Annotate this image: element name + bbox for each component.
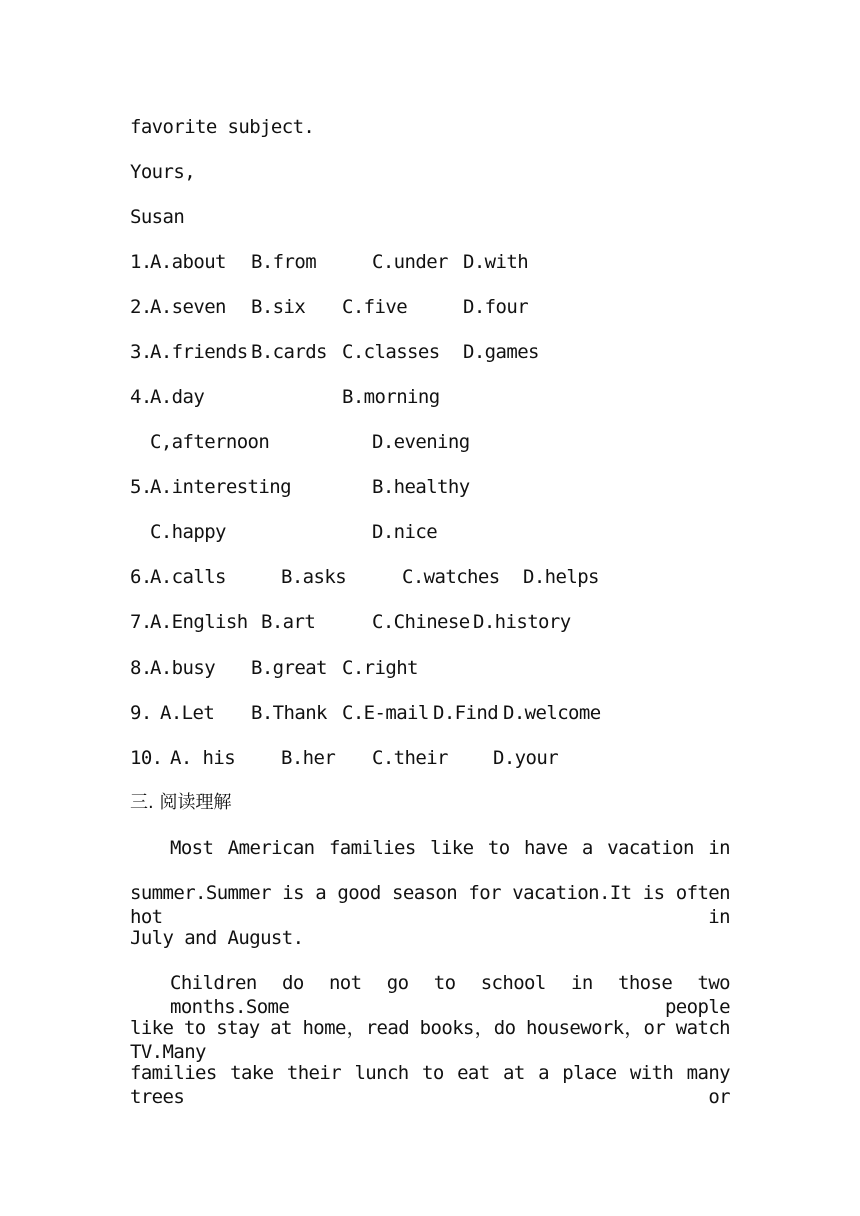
- option-a: A.calls: [150, 566, 226, 588]
- option-c: C.happy: [150, 521, 226, 543]
- option-c: C.Chinese: [372, 611, 470, 633]
- option-c: C,afternoon: [150, 431, 270, 453]
- option-d: D.history: [473, 611, 571, 633]
- option-a: A.busy: [150, 657, 216, 679]
- option-c: C.E-mail: [342, 702, 429, 724]
- passage-line: Most American families like to have a vacation in: [170, 837, 730, 859]
- passage-line: like to stay at home，read books，do housework，or watch TV.Many: [130, 1017, 730, 1063]
- question-number: 9.: [130, 702, 152, 724]
- question-number: 5.: [130, 476, 152, 498]
- option-b: B.Thank: [251, 702, 327, 724]
- option-c: C.their: [372, 747, 448, 769]
- question-number: 4.: [130, 386, 152, 408]
- option-c: C.five: [342, 296, 408, 318]
- option-c: C.classes: [342, 341, 440, 363]
- option-b: B.six: [251, 296, 306, 318]
- option-a: A.Let: [160, 702, 215, 724]
- option-b: B.art: [261, 611, 316, 633]
- option-e: D.welcome: [503, 702, 601, 724]
- option-b: B.cards: [251, 341, 327, 363]
- option-b: B.from: [251, 251, 317, 273]
- option-b: B.healthy: [372, 476, 470, 498]
- option-d: D.games: [463, 341, 539, 363]
- option-a: A.English: [150, 611, 248, 633]
- option-a: A.friends: [150, 341, 248, 363]
- option-a: A.day: [150, 386, 205, 408]
- option-d: D.your: [493, 747, 559, 769]
- option-c: C.under: [372, 251, 448, 273]
- question-number: 8.: [130, 657, 152, 679]
- option-b: B.her: [281, 747, 336, 769]
- question-number: 7.: [130, 611, 152, 633]
- passage-line: Children do not go to school in those two months.Some people: [170, 972, 730, 1018]
- question-number: 6.: [130, 566, 152, 588]
- question-number: 10.: [130, 747, 163, 769]
- option-b: B.great: [251, 657, 327, 679]
- option-b: B.asks: [281, 566, 347, 588]
- option-a: A.interesting: [150, 476, 291, 498]
- passage-line: July and August.: [130, 927, 304, 949]
- option-a: A. his: [170, 747, 236, 769]
- letter-line: favorite subject.: [130, 116, 315, 138]
- letter-signature: Susan: [130, 206, 185, 228]
- option-a: A.seven: [150, 296, 226, 318]
- option-d: D.nice: [372, 521, 438, 543]
- option-b: B.morning: [342, 386, 440, 408]
- option-c: C.right: [342, 657, 418, 679]
- option-a: A.about: [150, 251, 226, 273]
- question-number: 2.: [130, 296, 152, 318]
- option-d: D.Find: [433, 702, 499, 724]
- option-d: D.with: [463, 251, 529, 273]
- option-d: D.four: [463, 296, 529, 318]
- option-c: C.watches: [402, 566, 500, 588]
- question-number: 3.: [130, 341, 152, 363]
- letter-closing: Yours,: [130, 161, 196, 183]
- passage-line: families take their lunch to eat at a place with many trees or: [130, 1062, 730, 1108]
- question-number: 1.: [130, 251, 152, 273]
- passage-line: summer.Summer is a good season for vacation.It is often hot in: [130, 882, 730, 928]
- option-d: D.helps: [523, 566, 599, 588]
- section-heading: 三. 阅读理解: [130, 792, 232, 813]
- option-d: D.evening: [372, 431, 470, 453]
